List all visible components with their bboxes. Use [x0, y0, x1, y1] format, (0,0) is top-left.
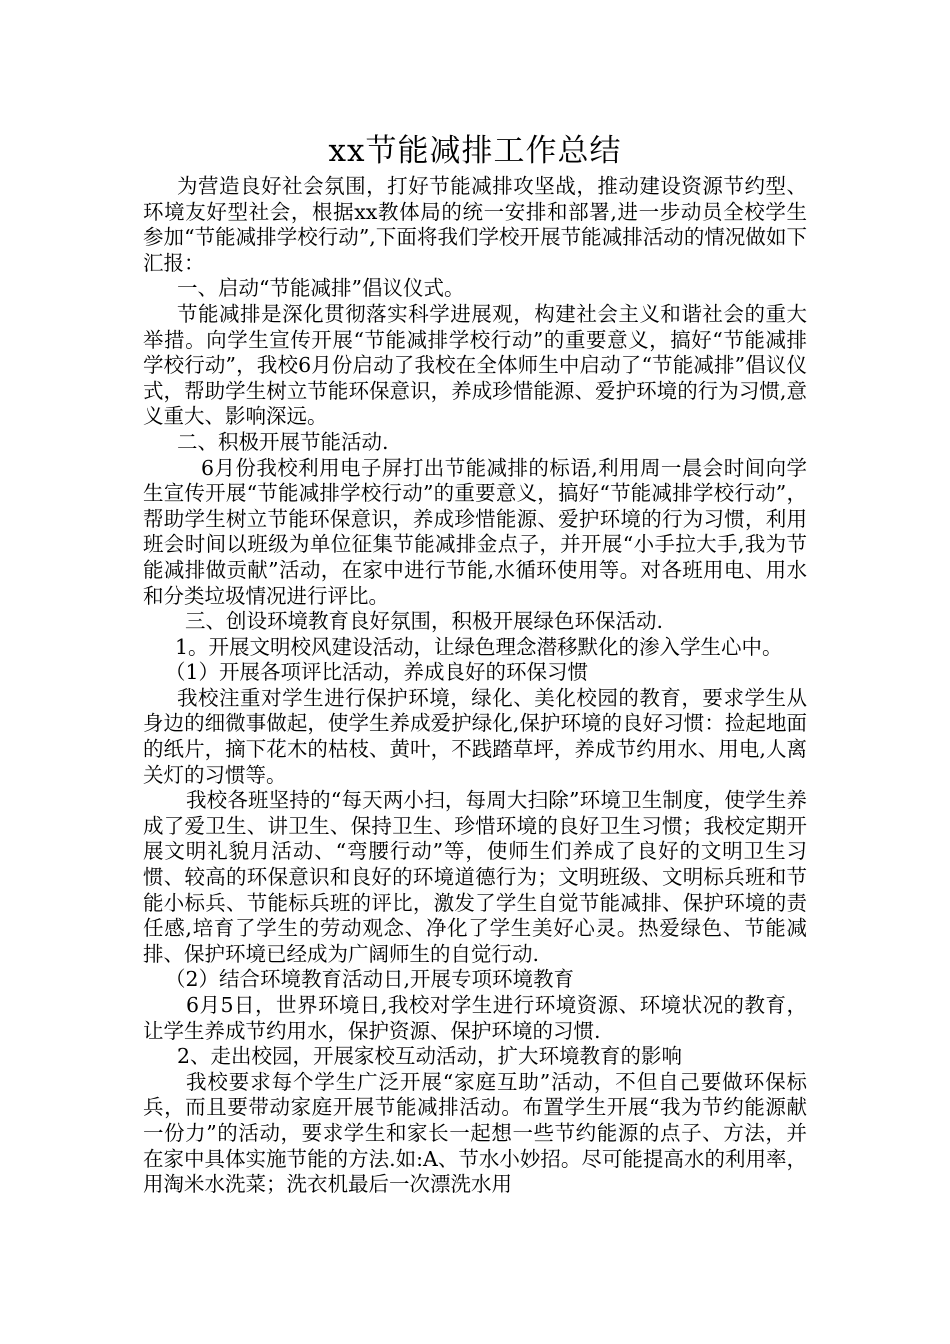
- subsection-heading-1: 1。开展文明校风建设活动，让绿色理念潜移默化的渗入学生心中。: [175, 634, 783, 659]
- item-heading-1: （1）开展各项评比活动，养成良好的环保习惯: [165, 660, 589, 685]
- section-heading-2: 二、积极开展节能活动.: [177, 429, 389, 454]
- paragraph-item-2: 6月5日，世界环境日,我校对学生进行环境资源、环境状况的教育，让学生养成节约用水，保护资源、保护环境的习惯.: [143, 993, 807, 1043]
- paragraph-section-2: 6月份我校利用电子屏打出节能减排的标语,利用周一晨会时间向学生宣传开展“节能减排学校行动”的重要意义，搞好“节能减排学校行动”，帮助学生树立节能环保意识，养成珍惜能源、爱护环境的行为习惯，利用班会时间以班级为单位征集节能减排金点子，并开展“小手拉大手,我为节能减排做贡献”活动，在家中进行节能,水循环使用等。对各班用电、用水和分类垃圾情况进行评比。: [143, 455, 807, 608]
- section-heading-3: 三、创设环境教育良好氛围，积极开展绿色环保活动.: [185, 609, 664, 634]
- item-heading-2: （2）结合环境教育活动日,开展专项环境教育: [165, 967, 575, 992]
- paragraph-subsection-2: 我校要求每个学生广泛开展“家庭互助”活动，不但自己要做环保标兵，而且要带动家庭开展节能减排活动。布置学生开展“我为节约能源献一份力”的活动，要求学生和家长一起想一些节约能源的点子、方法，并在家中具体实施节能的方法.如:A、节水小妙招。尽可能提高水的利用率，用淘米水洗菜；洗衣机最后一次漂洗水用: [143, 1069, 807, 1197]
- paragraph-intro: 为营造良好社会氛围，打好节能减排攻坚战，推动建设资源节约型、环境友好型社会，根据xx教体局的统一安排和部署,进一步动员全校学生参加“节能减排学校行动”,下面将我们学校开展节能减排活动的情况做如下汇报：: [143, 174, 807, 275]
- document-title: xx节能减排工作总结: [328, 133, 622, 169]
- paragraph-section-1: 节能减排是深化贯彻落实科学进展观，构建社会主义和谐社会的重大举措。向学生宣传开展“节能减排学校行动”的重要意义，搞好“节能减排学校行动”，我校6月份启动了我校在全体师生中启动了“节能减排”倡议仪式，帮助学生树立节能环保意识，养成珍惜能源、爱护环境的行为习惯,意义重大、影响深远。: [143, 301, 807, 429]
- document-body: [143, 174, 807, 1198]
- section-heading-1: 一、启动“节能减排”倡议仪式。: [177, 276, 465, 301]
- paragraph-item-1b: 我校各班坚持的“每天两小扫，每周大扫除”环境卫生制度，使学生养成了爱卫生、讲卫生、保持卫生、珍惜环境的良好卫生习惯；我校定期开展文明礼貌月活动、“弯腰行动”等，使师生们养成了良好的文明卫生习惯、较高的环保意识和良好的环境道德行为；文明班级、文明标兵班和节能小标兵、节能标兵班的评比，激发了学生自觉节能减排、保护环境的责任感,培育了学生的劳动观念、净化了学生美好心灵。热爱绿色、节能减排、保护环境已经成为广阔师生的自觉行动.: [143, 788, 807, 966]
- paragraph-item-1a: 我校注重对学生进行保护环境，绿化、美化校园的教育，要求学生从身边的细微事做起，使学生养成爱护绿化,保护环境的良好习惯：捡起地面的纸片，摘下花木的枯枝、黄叶，不践踏草坪，养成节约用水、用电,人离关灯的习惯等。: [143, 685, 807, 787]
- subsection-heading-2: 2、走出校园，开展家校互动活动，扩大环境教育的影响: [177, 1044, 683, 1069]
